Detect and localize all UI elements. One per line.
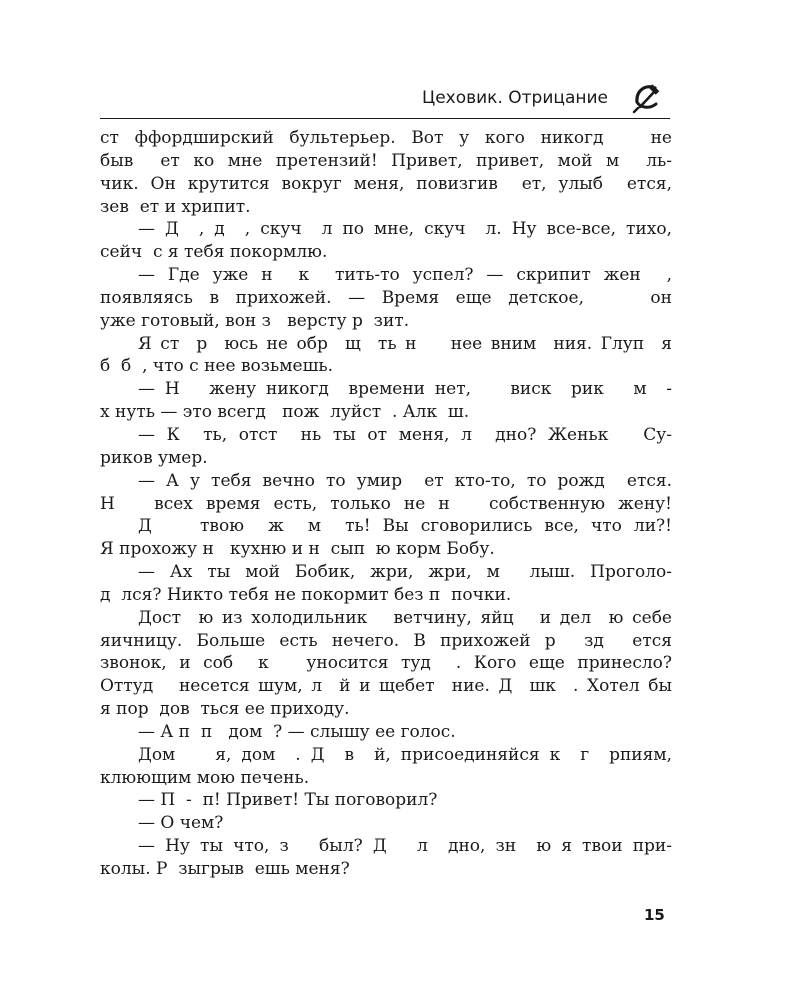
text-line: быв ет ко мне претензий! Привет, привет, мой м ль- [100, 150, 672, 171]
text-line: — Ах ты мой Бобик, жри, жри, м лыш. Проголо- [138, 562, 672, 583]
hammer-and-sickle-icon [630, 80, 664, 114]
text-line: — О чем? [138, 813, 224, 834]
running-title: Цеховик. Отрицание [422, 88, 608, 108]
text-line: — Ну ты что, з был? Д л дно, зн ю я твои при- [138, 836, 672, 857]
text-line: чик. Он крутится вокруг меня, повизгив ет, улыб ется, [100, 173, 672, 194]
page-number: 15 [644, 906, 665, 924]
text-line: Я ст р юсь не обр щ ть н нее вним ния. Глуп я [138, 333, 672, 354]
text-line: риков умер. [100, 447, 208, 468]
header-divider [100, 118, 670, 119]
text-line: звонок, и соб к уносится туд . Кого еще принесло? [100, 653, 672, 674]
text-line: б б , что с нее возьмешь. [100, 356, 334, 377]
text-line: яичницу. Больше есть нечего. В прихожей р зд ется [100, 630, 672, 651]
text-line: ст ффордширский бультерьер. Вот у кого никогд не [100, 128, 672, 148]
text-line: — П - п! Привет! Ты поговорил? [138, 790, 438, 811]
text-body [100, 127, 672, 881]
text-line: Д твою ж м ть! Вы сговорились все, что ли?! [138, 516, 672, 537]
text-line: — Д , д , скуч л по мне, скуч л. Ну все-все, тихо, [138, 219, 672, 240]
text-line: — Где уже н к тить-то успел? — скрипит жен , [138, 265, 672, 286]
text-line: — А п п дом ? — слышу ее голос. [138, 721, 456, 742]
text-line: — Н жену никогд времени нет, виск рик м - [138, 379, 672, 400]
text-line: — К ть, отст нь ты от меня, л дно? Женьк Су- [138, 424, 672, 445]
text-line: — А у тебя вечно то умир ет кто-то, то рожд ется. [138, 470, 672, 491]
text-line: колы. Р зыгрыв ешь меня? [100, 859, 350, 879]
text-line: Я прохожу н кухню и н сып ю корм Бобу. [100, 539, 495, 560]
text-line: х нуть — это всегд пож луйст . Алк ш. [100, 402, 470, 423]
text-line: Дост ю из холодильник ветчину, яйц и дел ю себе [138, 607, 672, 628]
text-line: д лся? Никто тебя не покормит без п почки. [100, 584, 512, 605]
text-line: Н всех время есть, только не н собственную жену! [100, 493, 672, 514]
text-line: клюющим мою печень. [100, 767, 310, 788]
text-line: сейч с я тебя покормлю. [100, 242, 328, 263]
text-line: Дом я, дом . Д в й, присоединяйся к г рпиям, [138, 744, 672, 765]
page-header [100, 78, 670, 118]
text-line: я пор дов ться ее приходу. [100, 699, 350, 720]
text-line: появляясь в прихожей. — Время еще детское, он [100, 287, 672, 308]
text-line: уже готовый, вон з версту р зит. [100, 310, 410, 331]
text-line: зев ет и хрипит. [100, 196, 251, 217]
text-line: Оттуд несется шум, л й и щебет ние. Д шк . Хотел бы [100, 676, 672, 697]
